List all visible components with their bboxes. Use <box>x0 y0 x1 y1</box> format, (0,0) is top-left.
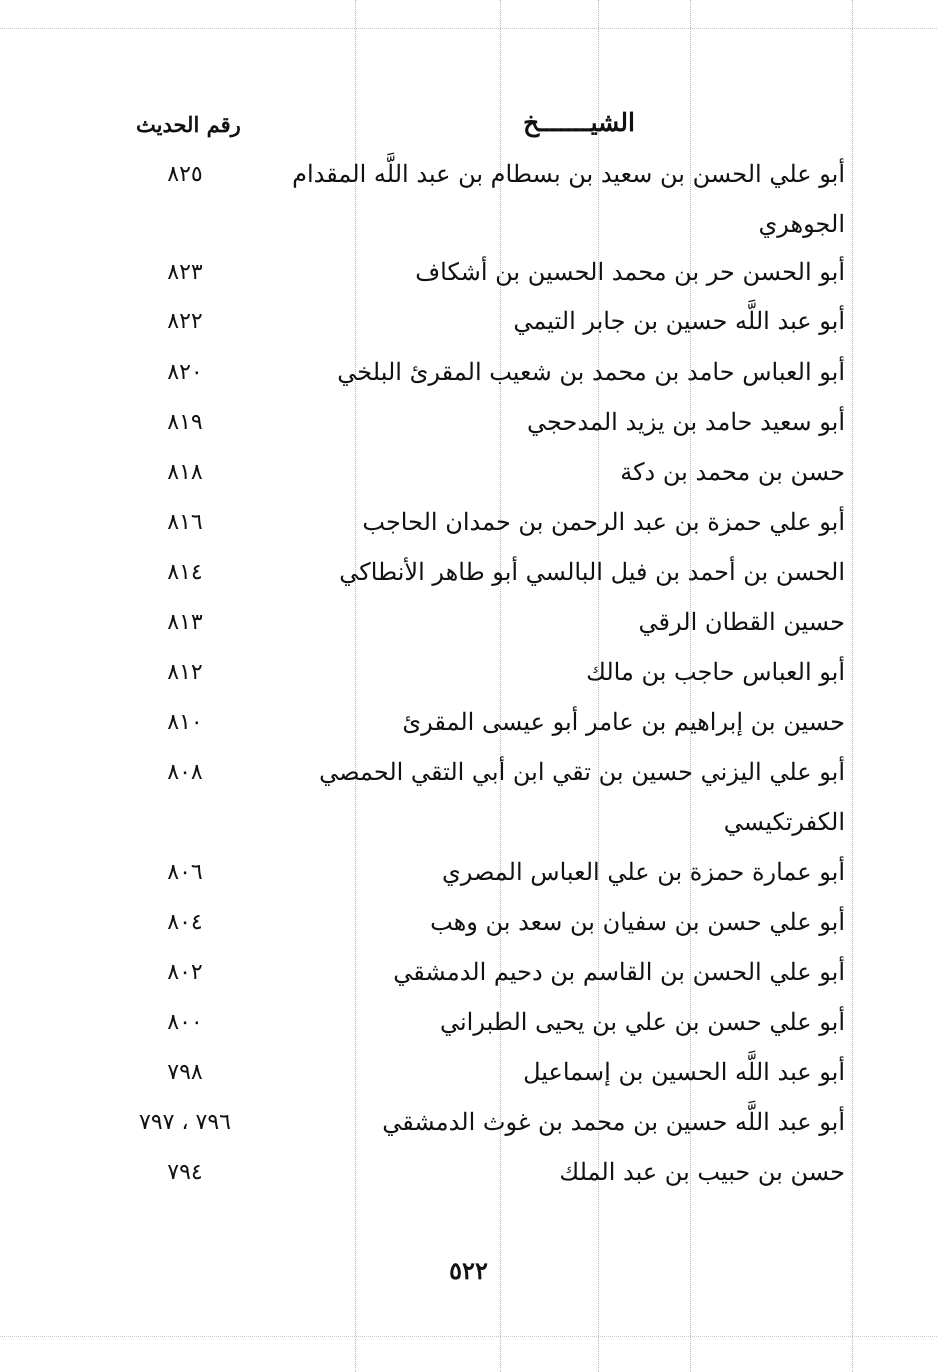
list-item <box>110 1008 845 1048</box>
guide-line <box>0 1336 937 1337</box>
sheikh-column-header: الشيـــــــخ <box>523 108 635 137</box>
list-item <box>110 258 845 298</box>
page-number: ٥٢٢ <box>449 1256 488 1285</box>
list-item <box>110 1058 845 1098</box>
list-item <box>110 210 845 250</box>
hadith-number: ٨١٨ <box>167 460 203 485</box>
hadith-number-column-header: رقم الحديث <box>136 112 241 137</box>
hadith-number: ٨٢٣ <box>167 260 203 285</box>
sheikh-name: حسين بن إبراهيم بن عامر أبو عيسى المقرئ <box>402 708 845 736</box>
hadith-number: ٧٩٦ ، ٧٩٧ <box>139 1110 231 1135</box>
table-header <box>120 108 845 144</box>
list-item <box>110 1158 845 1198</box>
sheikh-name: أبو علي الحسن بن القاسم بن دحيم الدمشقي <box>393 958 845 986</box>
hadith-number: ٨٠٤ <box>167 910 203 935</box>
guide-line <box>0 28 937 29</box>
hadith-number: ٨٠٦ <box>167 860 203 885</box>
list-item <box>110 608 845 648</box>
list-item <box>110 508 845 548</box>
sheikh-name: حسن بن حبيب بن عبد الملك <box>559 1158 845 1186</box>
sheikh-name: الكفرتكيسي <box>723 808 845 836</box>
sheikh-name: أبو عبد اللَّه حسين بن جابر التيمي <box>513 307 845 335</box>
sheikh-name: أبو عبد اللَّه الحسين بن إسماعيل <box>523 1058 845 1086</box>
list-item <box>110 1108 845 1148</box>
sheikh-name: الجوهري <box>758 210 845 238</box>
hadith-number: ٨١٠ <box>167 710 203 735</box>
list-item <box>110 708 845 748</box>
list-item <box>110 558 845 598</box>
list-item <box>110 858 845 898</box>
sheikh-name: الحسن بن أحمد بن فيل البالسي أبو طاهر الأنطاكي <box>339 558 845 586</box>
list-item <box>110 658 845 698</box>
hadith-number: ٨٢٠ <box>167 360 203 385</box>
sheikh-name: أبو العباس حاجب بن مالك <box>586 658 845 686</box>
hadith-number: ٨٠٨ <box>167 760 203 785</box>
list-item <box>110 908 845 948</box>
list-item <box>110 458 845 498</box>
hadith-number: ٨٢٥ <box>167 162 203 187</box>
list-item <box>110 307 845 347</box>
sheikh-name: أبو علي حمزة بن عبد الرحمن بن حمدان الحاجب <box>362 508 845 536</box>
list-item <box>110 958 845 998</box>
hadith-number: ٨١٦ <box>167 510 203 535</box>
hadith-number: ٨٢٢ <box>167 309 203 334</box>
sheikh-name: أبو علي حسن بن علي بن يحيى الطبراني <box>439 1008 845 1036</box>
list-item <box>110 160 845 200</box>
sheikh-name: أبو علي الحسن بن سعيد بن بسطام بن عبد اللَّه المقدام <box>292 160 845 188</box>
sheikh-name: حسن بن محمد بن دكة <box>620 458 845 486</box>
hadith-number: ٨١٤ <box>167 560 203 585</box>
list-item <box>110 808 845 848</box>
sheikh-name: أبو عمارة حمزة بن علي العباس المصري <box>441 858 845 886</box>
hadith-number: ٨١٣ <box>167 610 203 635</box>
sheikh-name: أبو علي حسن بن سفيان بن سعد بن وهب <box>430 908 845 936</box>
hadith-number: ٨١٩ <box>167 410 203 435</box>
sheikh-name: أبو علي اليزني حسين بن تقي ابن أبي التقي الحمصي <box>319 758 845 786</box>
hadith-number: ٧٩٤ <box>167 1160 203 1185</box>
list-item <box>110 408 845 448</box>
hadith-number: ٧٩٨ <box>167 1060 203 1085</box>
list-item <box>110 358 845 398</box>
sheikh-name: أبو العباس حامد بن محمد بن شعيب المقرئ البلخي <box>337 358 845 386</box>
hadith-number: ٨١٢ <box>167 660 203 685</box>
guide-line <box>852 0 853 1372</box>
list-item <box>110 758 845 798</box>
sheikh-name: أبو سعيد حامد بن يزيد المدحجي <box>527 408 845 436</box>
sheikh-name: حسين القطان الرقي <box>638 608 845 636</box>
sheikh-name: أبو عبد اللَّه حسين بن محمد بن غوث الدمشقي <box>382 1108 845 1136</box>
sheikh-name: أبو الحسن حر بن محمد الحسين بن أشكاف <box>415 258 845 286</box>
hadith-number: ٨٠٢ <box>167 960 203 985</box>
hadith-number: ٨٠٠ <box>167 1010 203 1035</box>
